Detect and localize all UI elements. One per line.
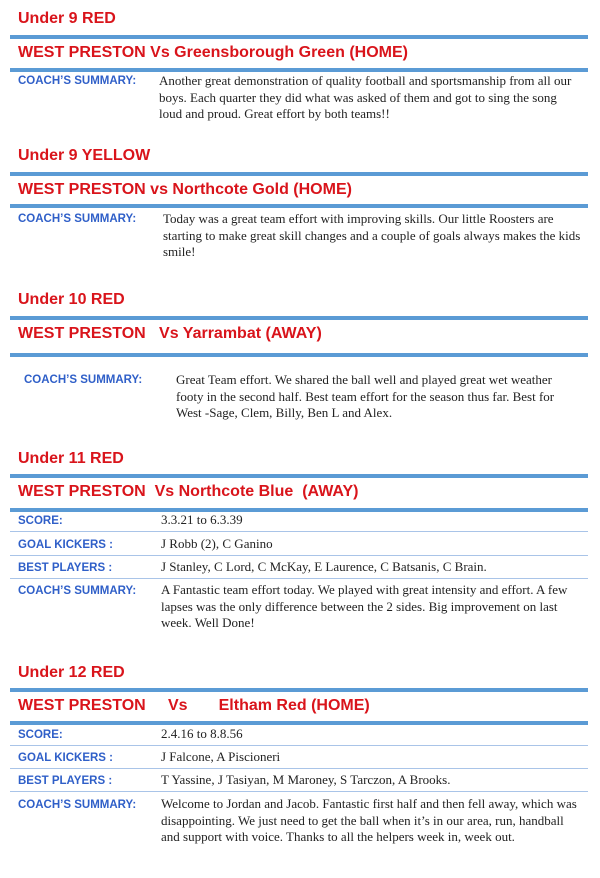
coach-summary-text: Great Team effort. We shared the ball well and played great wet weather footy in the second half. Best team effort for the season thus far. Best for West -Sage, Clem, Billy, Ben L and Alex. [176, 372, 555, 420]
goal-kickers-label: GOAL KICKERS : [18, 752, 113, 764]
score-label: SCORE: [18, 515, 63, 527]
row-divider [10, 555, 588, 556]
team-heading: Under 9 RED [18, 10, 116, 27]
row-divider [10, 768, 588, 769]
coach-summary-text: Another great demonstration of quality football and sportsmanship from all our boys. Each quarter they did what was asked of them and got to sing the song loud and proud. Great effort by both teams!! [159, 73, 572, 121]
section-divider [10, 204, 588, 208]
coach-summary-label: COACH’S SUMMARY: [18, 585, 137, 597]
goal-kickers-label: GOAL KICKERS : [18, 539, 113, 551]
goal-kickers-value: J Falcone, A Piscioneri [161, 749, 281, 764]
goal-kickers-value: J Robb (2), C Ganino [161, 536, 273, 551]
coach-summary-text: A Fantastic team effort today. We played with great intensity and effort. A few lapses was the only difference between the 2 sides. Big improvement on last week. Well Done! [161, 582, 568, 630]
section-divider [10, 688, 588, 692]
best-players-label: BEST PLAYERS : [18, 562, 113, 574]
match-title: WEST PRESTON Vs Eltham Red (HOME) [18, 697, 370, 714]
match-title: WEST PRESTON vs Northcote Gold (HOME) [18, 181, 352, 198]
row-divider [10, 791, 588, 792]
coach-summary-text: Today was a great team effort with improving skills. Our little Roosters are starting to make great skill changes and a couple of goals always makes the kids smile! [163, 211, 581, 259]
coach-summary-label: COACH’S SUMMARY: [18, 75, 137, 87]
team-heading: Under 10 RED [18, 291, 125, 308]
coach-summary-label: COACH’S SUMMARY: [18, 799, 137, 811]
section-divider [10, 316, 588, 320]
row-divider [10, 531, 588, 532]
section-divider [10, 35, 588, 39]
section-divider [10, 474, 588, 478]
score-value: 2.4.16 to 8.8.56 [161, 726, 243, 741]
team-heading: Under 11 RED [18, 450, 124, 467]
section-divider [10, 172, 588, 176]
coach-summary-label: COACH’S SUMMARY: [24, 374, 143, 386]
best-players-label: BEST PLAYERS : [18, 775, 113, 787]
score-label: SCORE: [18, 729, 63, 741]
match-title: WEST PRESTON Vs Northcote Blue (AWAY) [18, 483, 359, 500]
section-divider [10, 353, 588, 357]
section-divider [10, 68, 588, 72]
row-divider [10, 578, 588, 579]
match-title: WEST PRESTON Vs Yarrambat (AWAY) [18, 325, 322, 342]
coach-summary-text: Welcome to Jordan and Jacob. Fantastic first half and then fell away, which was disappointing. We just need to get the ball when it’s in our area, run, handball and support with voice. Thanks to all the helpers week in, week out. [161, 796, 577, 844]
match-title: WEST PRESTON Vs Greensborough Green (HOME) [18, 44, 408, 61]
coach-summary-label: COACH’S SUMMARY: [18, 213, 137, 225]
section-divider [10, 721, 588, 725]
team-heading: Under 9 YELLOW [18, 147, 151, 164]
best-players-value: T Yassine, J Tasiyan, M Maroney, S Tarczon, A Brooks. [161, 772, 451, 787]
team-heading: Under 12 RED [18, 664, 125, 681]
score-value: 3.3.21 to 6.3.39 [161, 512, 243, 527]
row-divider [10, 745, 588, 746]
best-players-value: J Stanley, C Lord, C McKay, E Laurence, C Batsanis, C Brain. [161, 559, 487, 574]
